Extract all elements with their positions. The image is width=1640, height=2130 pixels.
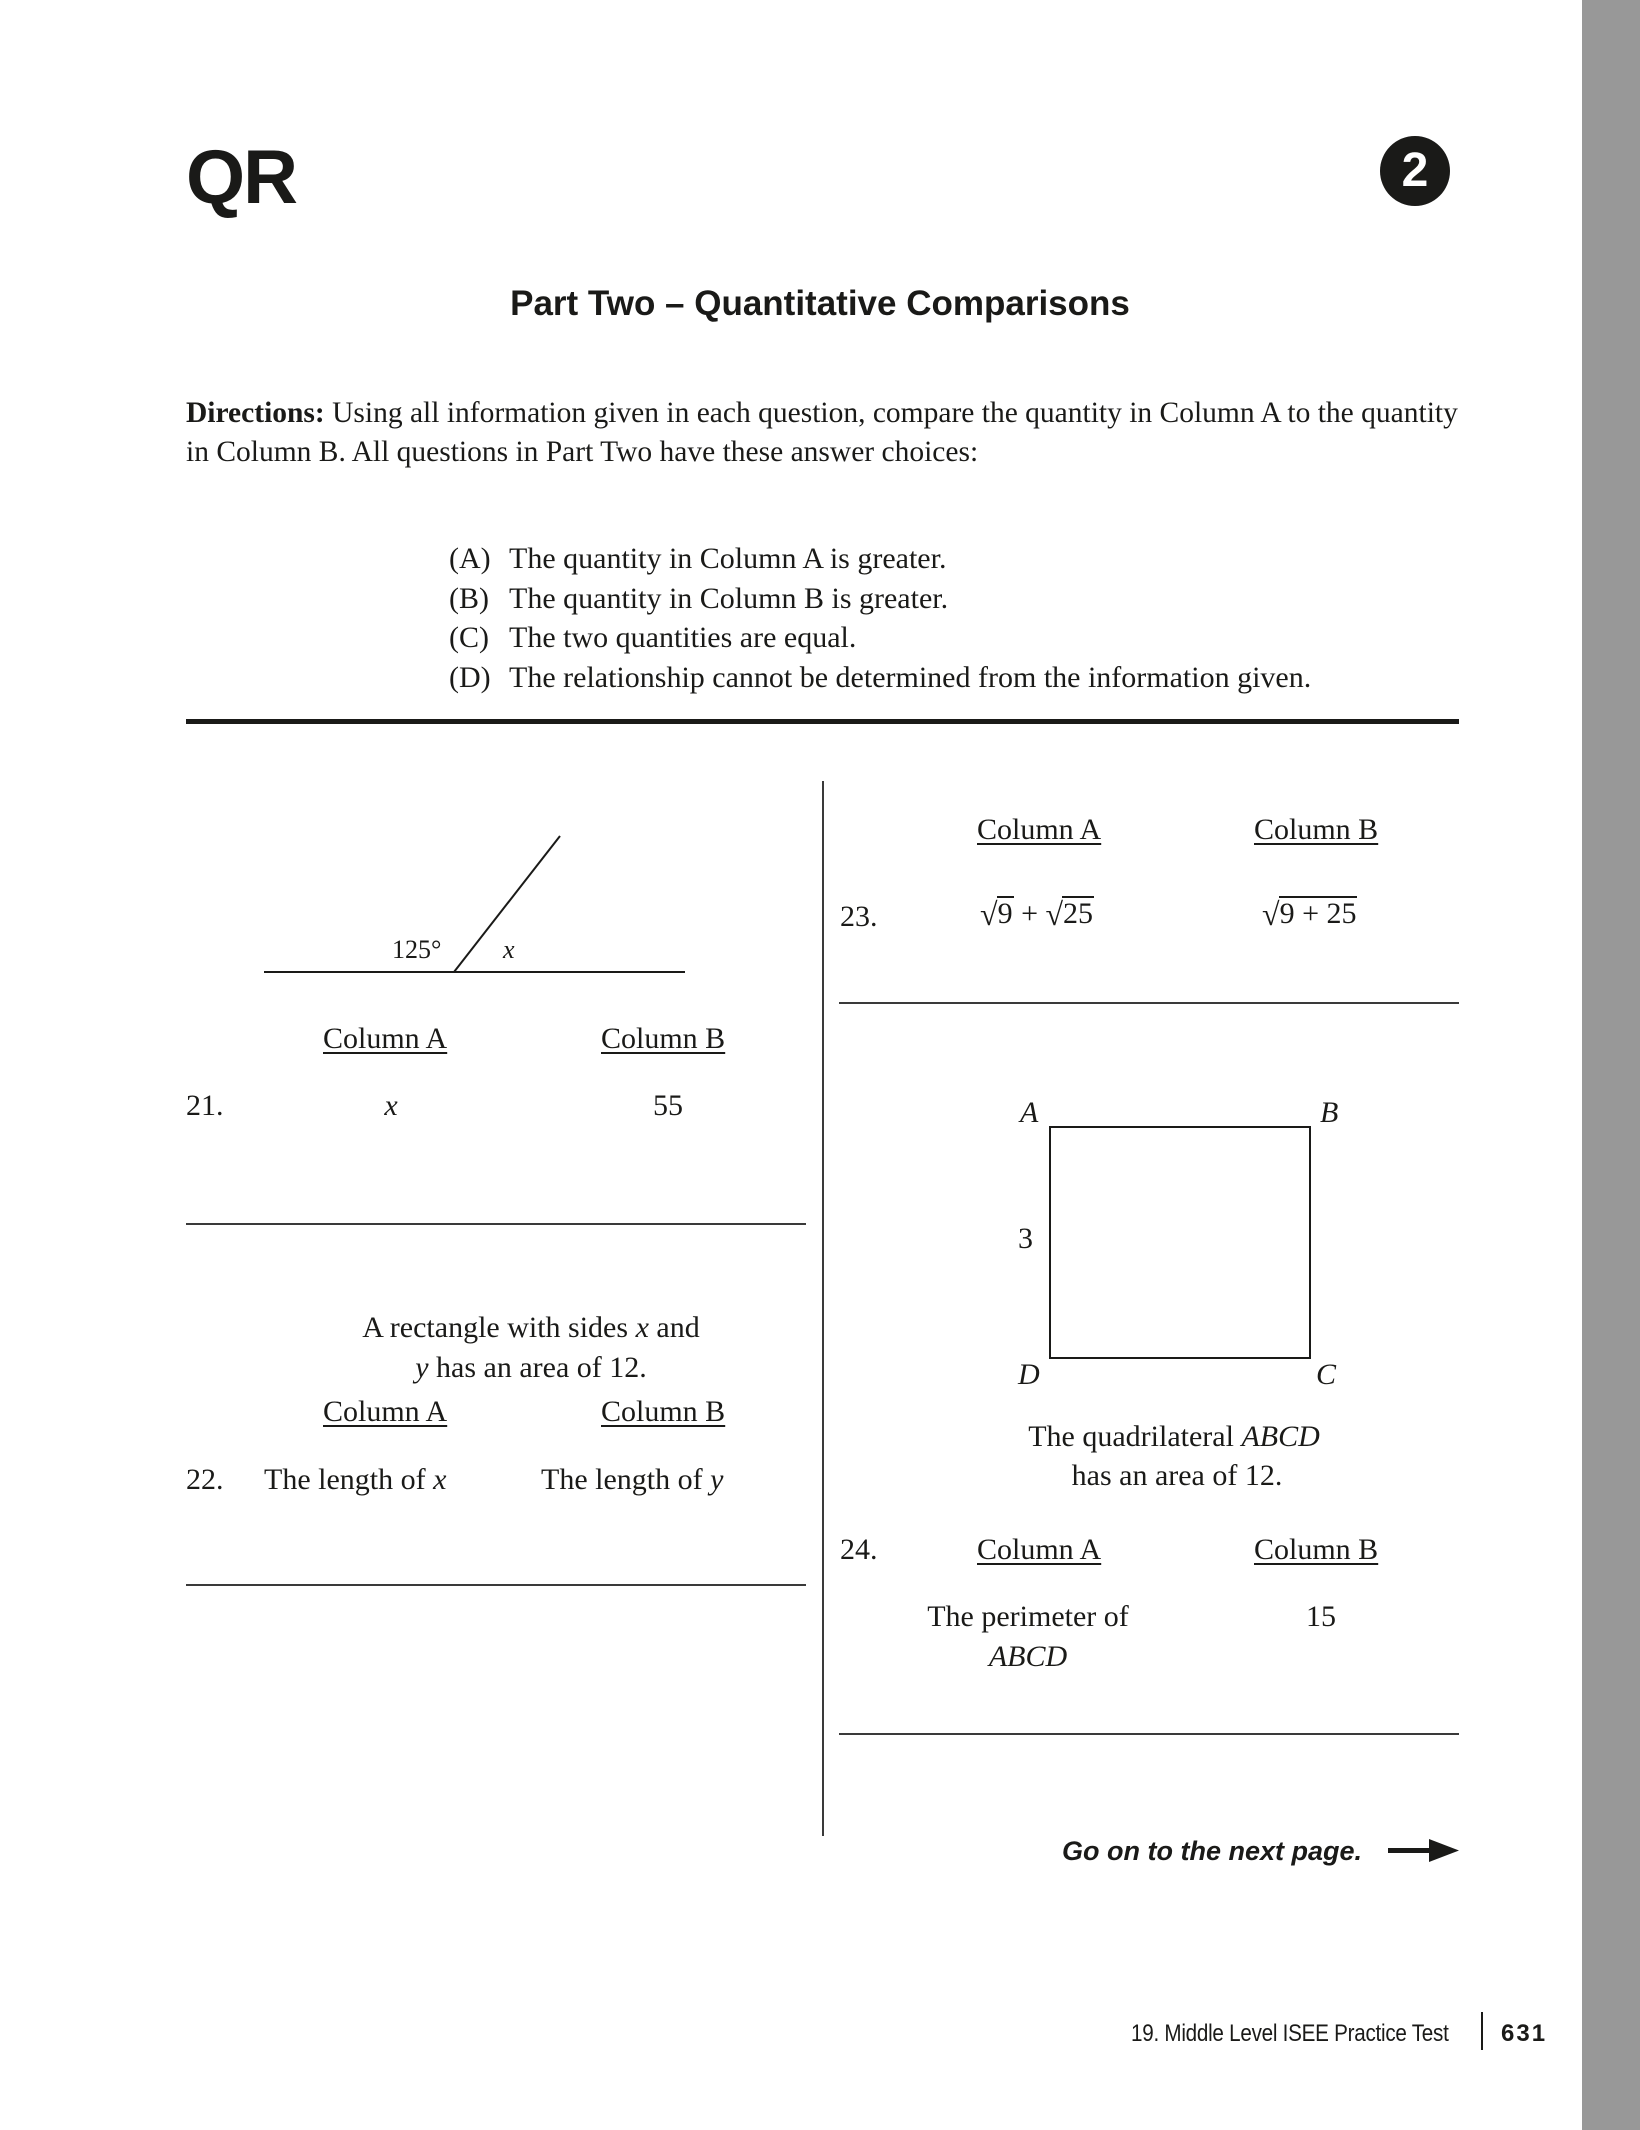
- page-title: Part Two – Quantitative Comparisons: [510, 284, 1130, 323]
- go-on-instruction: Go on to the next page.: [1062, 1836, 1363, 1866]
- page-number: 631: [1501, 2020, 1548, 2047]
- radicand: 9 + 25: [1279, 897, 1357, 930]
- stem-text: has an area of 12.: [428, 1351, 647, 1384]
- q24-stem-line2: has an area of 12.: [1071, 1459, 1283, 1492]
- q22-column-a-header: Column A: [323, 1395, 448, 1428]
- directions: [186, 394, 1476, 472]
- choice-letter: (D): [449, 660, 491, 694]
- answer-choice-b: [449, 579, 1311, 619]
- q21-column-b-value: 55: [653, 1089, 683, 1122]
- vertex-label-c: C: [1316, 1358, 1337, 1391]
- vertex-label-d: D: [1018, 1358, 1040, 1391]
- stem-text: and: [648, 1311, 700, 1344]
- answer-choice-d: [449, 658, 1311, 698]
- choice-letter: (C): [449, 621, 489, 654]
- q21-column-a-header: Column A: [323, 1022, 448, 1055]
- q22-column-a-value: [264, 1465, 446, 1495]
- q24-column-a-line1: The perimeter of: [927, 1600, 1129, 1633]
- choice-text: The quantity in Column B is greater.: [509, 581, 949, 615]
- choice-text: The quantity in Column A is greater.: [509, 542, 947, 575]
- operator: +: [1013, 897, 1046, 930]
- q23-column-a-expression: [980, 896, 1094, 930]
- q24-column-b-value: 15: [1306, 1600, 1336, 1633]
- answer-choices: [449, 539, 1311, 697]
- q24-stem-line1: [1028, 1422, 1320, 1452]
- square-root-icon: √: [980, 896, 998, 932]
- rectangle-abcd-figure: [1048, 1125, 1313, 1361]
- stem-text: A rectangle with sides: [362, 1311, 636, 1344]
- q24-column-a-line2: ABCD: [988, 1640, 1068, 1673]
- q23-number: 23.: [840, 900, 878, 933]
- answer-choice-c: [449, 618, 1311, 658]
- choice-text: The two quantities are equal.: [509, 621, 857, 654]
- stem-text: The quadrilateral: [1028, 1420, 1242, 1453]
- column-divider: [822, 781, 824, 1836]
- q22-stem-line1: [362, 1313, 699, 1343]
- footer-separator: [1481, 2012, 1483, 2050]
- value-var: x: [433, 1463, 447, 1496]
- q23-column-b-expression: [1262, 896, 1357, 930]
- q24-column-a-header: Column A: [977, 1533, 1102, 1566]
- q21-column-b-header: Column B: [601, 1022, 726, 1055]
- radicand: 9: [997, 897, 1013, 930]
- value-text: The length of: [264, 1463, 434, 1496]
- vertex-label-a: A: [1020, 1096, 1039, 1129]
- directions-text: Using all information given in each question, compare the quantity in Column A to the quantity in Column B. All questions in Part Two have these answer choices:: [186, 397, 1458, 468]
- choice-letter: (B): [449, 581, 489, 615]
- q22-column-b-header: Column B: [601, 1395, 726, 1428]
- q21-column-a-value: x: [384, 1089, 398, 1122]
- choice-letter: (A): [449, 542, 491, 575]
- q23-bottom-rule: [839, 1002, 1459, 1004]
- square-root-icon: √: [1262, 896, 1280, 932]
- q22-stem-line2: [415, 1353, 647, 1383]
- angle-figure: [260, 830, 690, 980]
- directions-label: Directions:: [186, 397, 325, 429]
- q21-number: 21.: [186, 1089, 224, 1122]
- stem-var-y: y: [415, 1351, 429, 1384]
- part-number: 2: [1401, 144, 1429, 197]
- q22-number: 22.: [186, 1463, 224, 1496]
- answer-choice-a: [449, 539, 1311, 579]
- angle-label-125: 125°: [392, 935, 442, 964]
- right-arrow-icon: [1388, 1838, 1460, 1864]
- footer-chapter-title: 19. Middle Level ISEE Practice Test: [1131, 2020, 1449, 2047]
- stem-var-x: x: [635, 1311, 649, 1344]
- section-divider-rule: [186, 719, 1459, 724]
- vertex-label-b: B: [1320, 1096, 1339, 1129]
- side-length-label: 3: [1018, 1222, 1033, 1255]
- q24-column-b-header: Column B: [1254, 1533, 1379, 1566]
- value-text: The length of: [541, 1463, 711, 1496]
- q21-bottom-rule: [186, 1223, 806, 1225]
- square-root-icon: √: [1045, 896, 1064, 932]
- q22-column-b-value: [541, 1465, 723, 1495]
- section-code: QR: [186, 135, 296, 220]
- angle-label-x: x: [503, 935, 515, 964]
- choice-text: The relationship cannot be determined from the information given.: [509, 660, 1312, 694]
- stem-var: ABCD: [1241, 1420, 1320, 1453]
- value-var: y: [710, 1463, 724, 1496]
- q24-number: 24.: [840, 1533, 878, 1566]
- q23-column-a-header: Column A: [977, 813, 1102, 846]
- q22-bottom-rule: [186, 1584, 806, 1586]
- part-number-badge: [1380, 136, 1450, 206]
- q24-bottom-rule: [839, 1733, 1459, 1735]
- q23-column-b-header: Column B: [1254, 813, 1379, 846]
- radicand: 25: [1063, 897, 1094, 930]
